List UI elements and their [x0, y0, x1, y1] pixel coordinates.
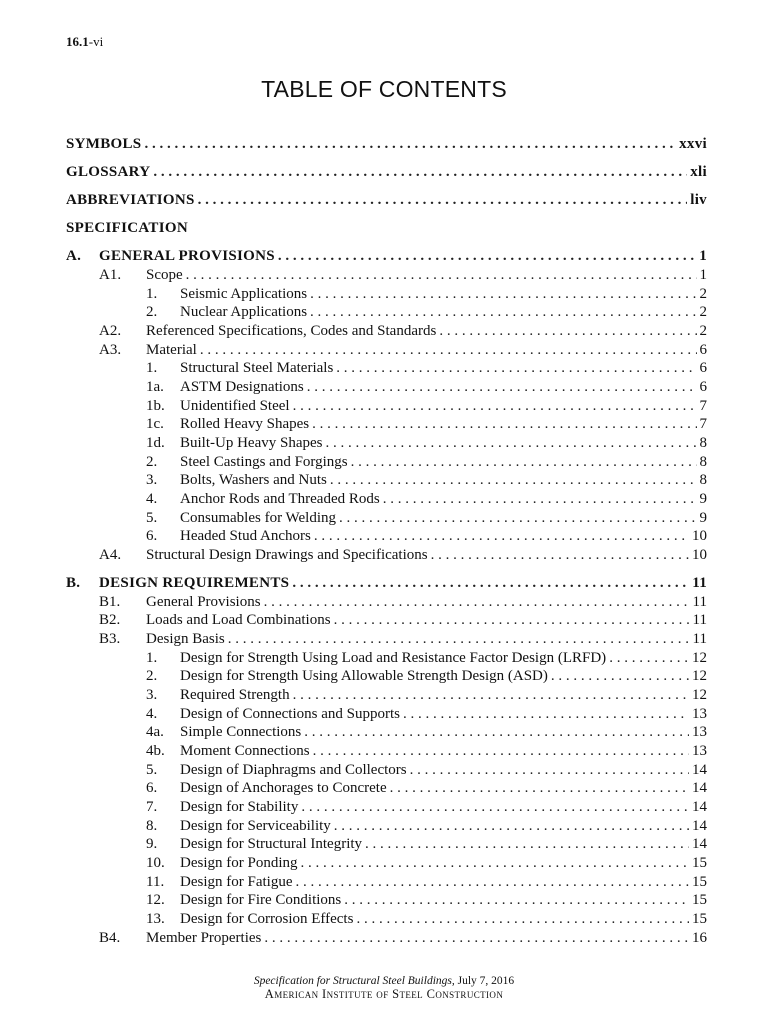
toc-entry[interactable]: 13. Design for Corrosion Effects . . . 15 [66, 910, 707, 929]
toc-entry[interactable]: 6. Headed Stud Anchors . . . 10 [66, 527, 707, 546]
toc-entry[interactable]: A3. Material . . . 6 [66, 341, 707, 360]
toc-entry[interactable]: 1d. Built-Up Heavy Shapes . . . 8 [66, 434, 707, 453]
toc-entry[interactable]: 1. Structural Steel Materials . . . 6 [66, 359, 707, 378]
toc-entry[interactable]: 5. Consumables for Welding . . . 9 [66, 509, 707, 528]
toc-entry[interactable]: 1a. ASTM Designations . . . 6 [66, 378, 707, 397]
toc-entry-glossary[interactable]: GLOSSARY . . . xli [66, 163, 707, 182]
toc-entry-symbols[interactable]: SYMBOLS . . . xxvi [66, 135, 707, 154]
toc-entry[interactable]: 8. Design for Serviceability . . . 14 [66, 817, 707, 836]
toc-entry[interactable]: 1. Design for Strength Using Load and Resistance Factor Design (LRFD) . . . 12 [66, 649, 707, 668]
toc-entry[interactable]: 2. Steel Castings and Forgings . . . 8 [66, 453, 707, 472]
toc-entry[interactable]: 3. Required Strength . . . 12 [66, 686, 707, 705]
toc-section-a[interactable]: A. GENERAL PROVISIONS . . . 1 [66, 247, 707, 266]
toc-entry[interactable]: 4a. Simple Connections . . . 13 [66, 723, 707, 742]
toc-entry[interactable]: 4. Design of Connections and Supports . . . 13 [66, 705, 707, 724]
toc-entry[interactable]: 12. Design for Fire Conditions . . . 15 [66, 891, 707, 910]
toc-entry[interactable]: A2. Referenced Specifications, Codes and Standards . . . 2 [66, 322, 707, 341]
toc-section-b[interactable]: B. DESIGN REQUIREMENTS . . . 11 [66, 574, 707, 593]
toc-entry[interactable]: A1. Scope . . . 1 [66, 266, 707, 285]
footer-publication: Specification for Structural Steel Buildings, July 7, 2016 [253, 975, 515, 987]
toc-entry[interactable]: 11. Design for Fatigue . . . 15 [66, 873, 707, 892]
toc-entry[interactable]: 1c. Rolled Heavy Shapes . . . 7 [66, 415, 707, 434]
toc-entry[interactable]: 2. Design for Strength Using Allowable Strength Design (ASD) . . . 12 [66, 667, 707, 686]
toc-entry[interactable]: B2. Loads and Load Combinations . . . 11 [66, 611, 707, 630]
toc-entry[interactable]: B1. General Provisions . . . 11 [66, 593, 707, 612]
toc-entry[interactable]: 10. Design for Ponding . . . 15 [66, 854, 707, 873]
toc-entry-abbreviations[interactable]: ABBREVIATIONS . . . liv [66, 191, 707, 210]
page-title: TABLE OF CONTENTS [261, 76, 507, 102]
toc-entry[interactable]: 1. Seismic Applications . . . 2 [66, 285, 707, 304]
toc-entry[interactable]: 4b. Moment Connections . . . 13 [66, 742, 707, 761]
page-number: 16.1-vi [66, 34, 104, 49]
toc-entry[interactable]: B4. Member Properties . . . 16 [66, 929, 707, 948]
toc-entry[interactable]: 5. Design of Diaphragms and Collectors . . . 14 [66, 761, 707, 780]
toc-entry[interactable]: B3. Design Basis . . . 11 [66, 630, 707, 649]
toc-entry[interactable]: A4. Structural Design Drawings and Specifications . . . 10 [66, 546, 707, 565]
toc-entry[interactable]: 4. Anchor Rods and Threaded Rods . . . 9 [66, 490, 707, 509]
toc-entry[interactable]: 2. Nuclear Applications . . . 2 [66, 303, 707, 322]
page-footer [0, 975, 768, 1001]
toc-entry[interactable]: 3. Bolts, Washers and Nuts . . . 8 [66, 471, 707, 490]
toc-entry[interactable]: 6. Design of Anchorages to Concrete . . . 14 [66, 779, 707, 798]
toc-entry[interactable]: 1b. Unidentified Steel . . . 7 [66, 397, 707, 416]
toc-entry[interactable]: 7. Design for Stability . . . 14 [66, 798, 707, 817]
footer-publisher: American Institute of Steel Construction [264, 987, 504, 1001]
toc-entry[interactable]: 9. Design for Structural Integrity . . . 14 [66, 835, 707, 854]
specification-heading: SPECIFICATION [66, 220, 188, 236]
